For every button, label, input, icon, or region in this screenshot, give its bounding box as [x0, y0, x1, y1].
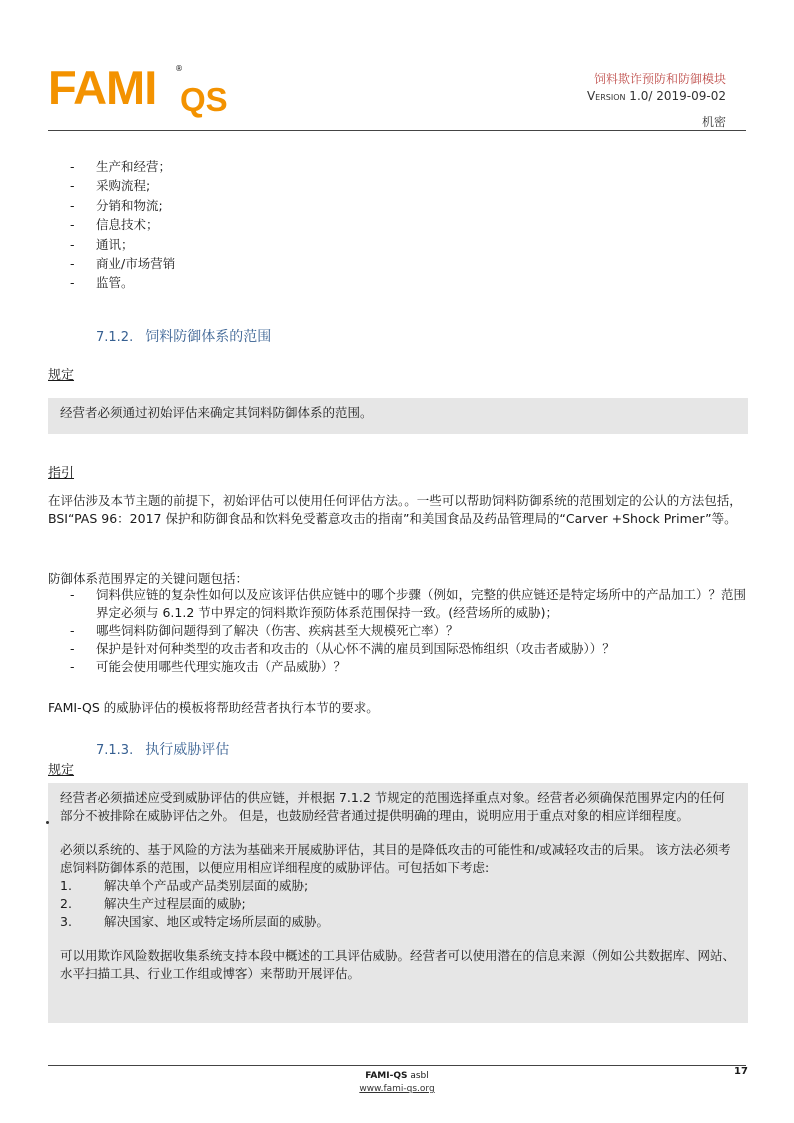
list-item: - 信息技术；	[70, 215, 175, 234]
requirement-text: 经营者必须通过初始评估来确定其饲料防御体系的范围。	[60, 405, 373, 420]
item-number: 3.	[60, 914, 72, 929]
section-heading-7-1-3	[96, 739, 229, 759]
footer-website-link[interactable]: www.fami-qs.org	[359, 1084, 435, 1094]
requirement-label: 规定	[48, 763, 75, 778]
function-list	[70, 157, 175, 293]
confidential-label: 机密	[701, 115, 726, 129]
list-item: - 监管。	[70, 273, 175, 292]
section-number: 7.1.3.	[96, 743, 134, 758]
section-title: 执行威胁评估	[145, 742, 230, 758]
requirement-label: 规定	[48, 368, 75, 383]
version-label: Version 1.0/ 2019-09-02	[586, 89, 726, 103]
requirement-paragraph: 经营者必须描述应受到威胁评估的供应链，并根据 7.1.2 节规定的范围选择重点对象。经营者必须确保范围界定内的任何部分不被排除在威胁评估之外。 但是，也鼓励经营者通过提供明确的理由，说明应用于重点对象的相应详细程度。	[60, 790, 725, 823]
logo-qs-text: QS	[180, 81, 228, 118]
template-note: FAMI-QS 的威胁评估的模板将帮助经营者执行本节的要求。	[48, 700, 379, 715]
guidance-paragraph: 在评估涉及本节主题的前提下，初始评估可以使用任何评估方法。。一些可以帮助饲料防御系统的范围划定的公认的方法包括，BSI“PAS 96：2017 保护和防御食品和饮料免受蓄意攻击的指南”和美国食品及药品管理局的“Carver +Shock Primer”等。	[48, 493, 742, 526]
key-questions-intro: 防御体系范围界定的关键问题包括：	[48, 571, 249, 586]
list-item: - 商业/市场营销	[70, 254, 175, 273]
list-item: - 哪些饲料防御问题得到了解决（伤害、疾病甚至大规模死亡率）？	[70, 622, 748, 640]
org-suffix: asbl	[407, 1071, 429, 1081]
list-item	[60, 877, 736, 895]
list-item: - 生产和经营；	[70, 157, 175, 176]
requirement-box	[48, 398, 748, 434]
margin-mark	[46, 821, 49, 824]
list-item: - 饲料供应链的复杂性如何以及应该评估供应链中的哪个步骤（例如，完整的供应链还是特定场所中的产品加工）？范围界定必须与 6.1.2 节中界定的饲料欺诈预防体系范围保持一致。(经营场所的威胁)；	[70, 586, 748, 622]
list-item: - 保护是针对何种类型的攻击者和攻击的（从心怀不满的雇员到国际恐怖组织（攻击者威胁））？	[70, 640, 748, 658]
key-questions-list	[70, 586, 748, 676]
fami-qs-logo	[48, 62, 238, 118]
footer-organization	[0, 1071, 794, 1081]
page-number: 17	[734, 1066, 748, 1077]
list-item: - 分销和物流;	[70, 196, 175, 215]
requirement-paragraph: 可以用欺诈风险数据收集系统支持本段中概述的工具评估威胁。经营者可以使用潜在的信息来源（例如公共数据库、网站、水平扫描工具、行业工作组或博客）来帮助开展评估。	[60, 948, 736, 981]
section-title: 饲料防御体系的范围	[145, 329, 272, 345]
section-number: 7.1.2.	[96, 330, 134, 345]
item-number: 1.	[60, 878, 72, 893]
list-item	[60, 895, 736, 913]
item-text: 解决生产过程层面的威胁;	[104, 896, 246, 911]
org-name: FAMI-QS	[365, 1071, 408, 1081]
item-text: 解决单个产品或产品类别层面的威胁;	[104, 878, 309, 893]
list-item: - 可能会使用哪些代理实施攻击（产品威胁）？	[70, 658, 748, 676]
logo-registered-mark: ®	[175, 64, 183, 73]
footer-divider	[48, 1065, 746, 1066]
guidance-label: 指引	[48, 466, 75, 481]
item-text: 解决国家、地区或特定场所层面的威胁。	[104, 914, 330, 929]
module-title: 饲料欺诈预防和防御模块	[593, 72, 726, 86]
list-item: - 通讯；	[70, 235, 175, 254]
list-item: - 采购流程;	[70, 176, 175, 195]
requirement-box	[48, 783, 748, 1023]
logo-fami-text: FAMI	[48, 61, 157, 114]
requirement-paragraph: 必须以系统的、基于风险的方法为基础来开展威胁评估，其目的是降低攻击的可能性和/或减轻攻击的后果。 该方法必须考虑饲料防御体系的范围，以便应用相应详细程度的威胁评估。可包括如下考虑:	[60, 842, 731, 875]
consideration-list	[60, 877, 736, 931]
header-divider	[48, 130, 746, 131]
section-heading-7-1-2	[96, 326, 271, 346]
item-number: 2.	[60, 896, 72, 911]
list-item	[60, 913, 736, 931]
